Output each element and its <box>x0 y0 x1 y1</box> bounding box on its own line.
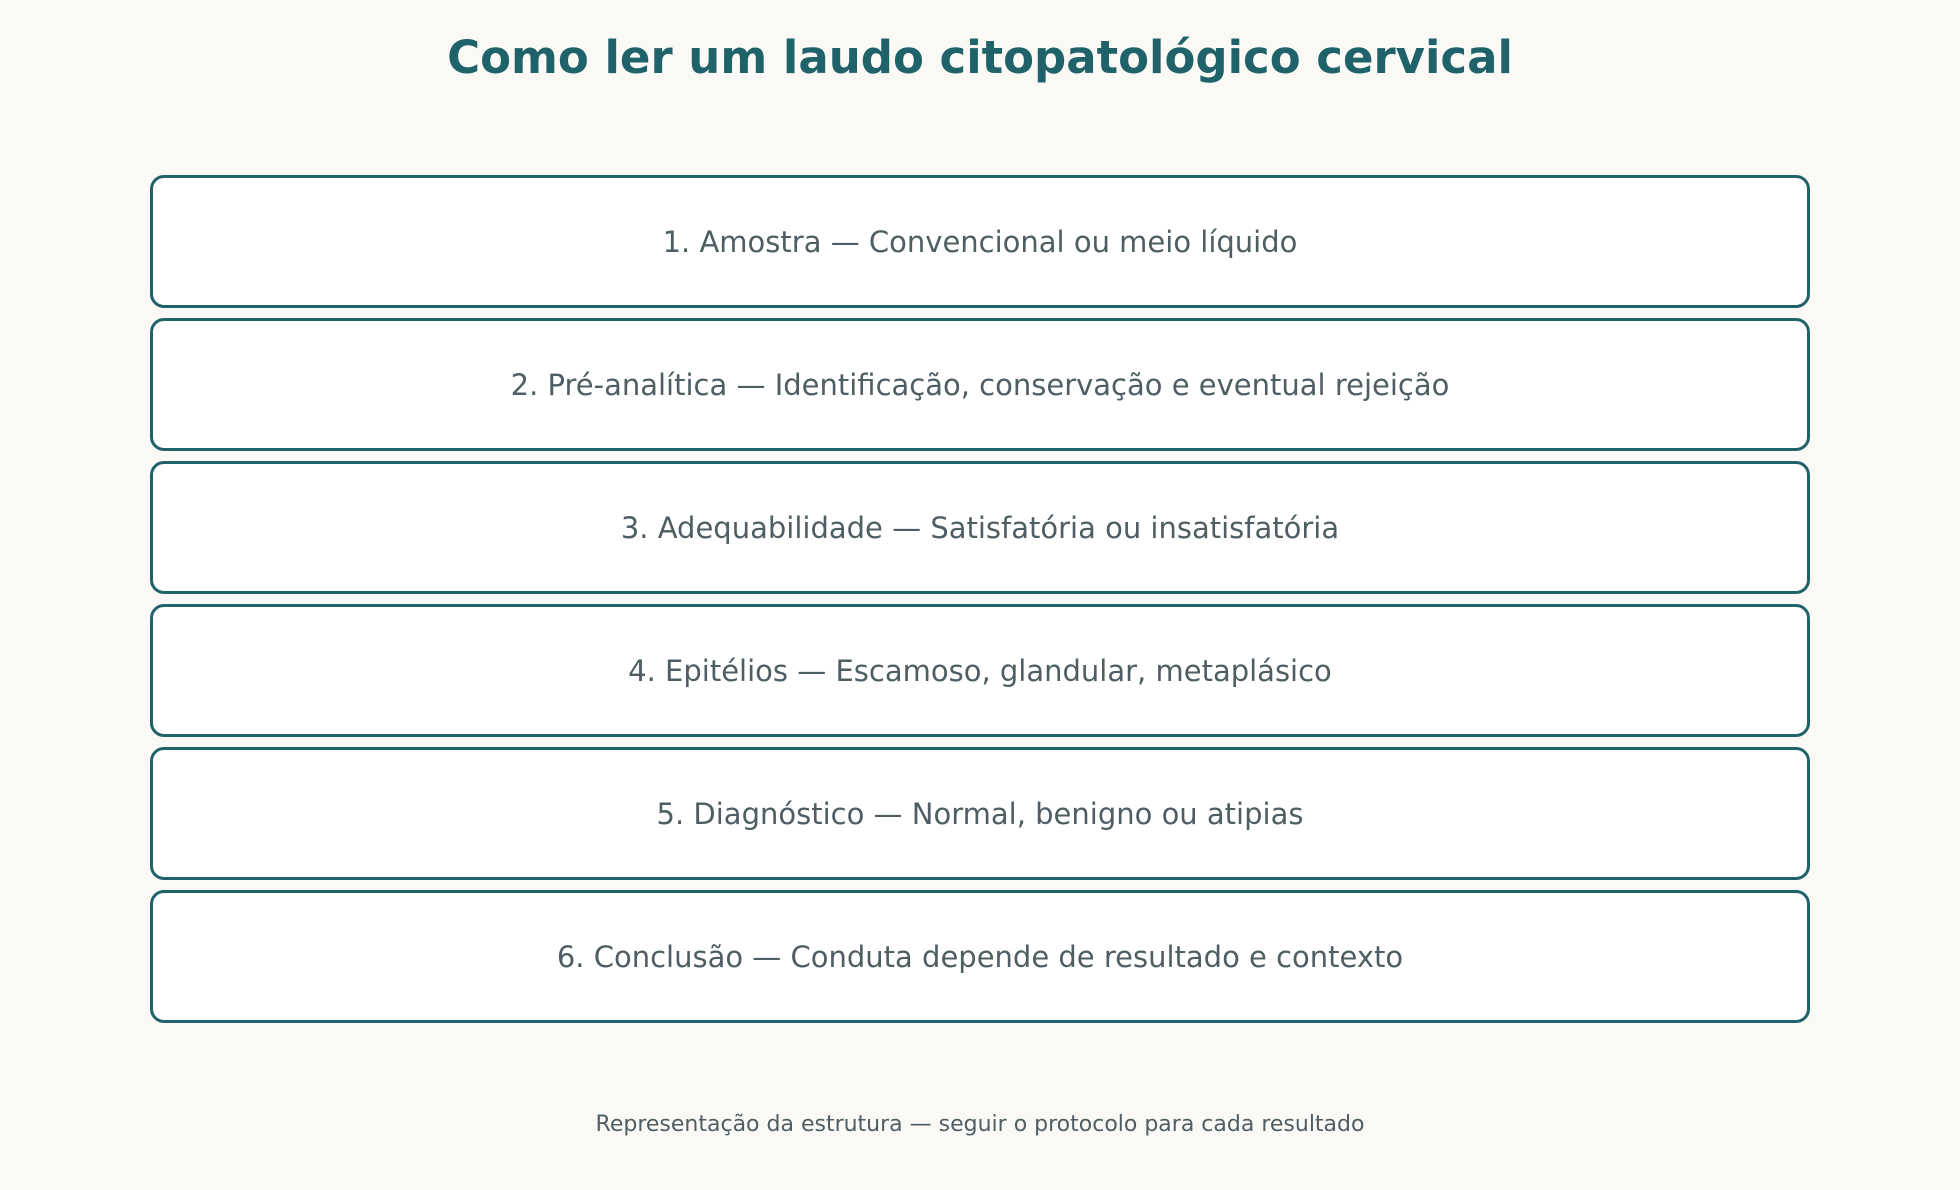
step-label: 1. Amostra — Convencional ou meio líquido <box>662 224 1298 259</box>
step-box-adequabilidade <box>150 461 1810 594</box>
step-label: 6. Conclusão — Conduta depende de resultado e contexto <box>556 939 1404 974</box>
step-label: 4. Epitélios — Escamoso, glandular, metaplásico <box>628 653 1332 688</box>
page-title: Como ler um laudo citopatológico cervical <box>447 31 1513 84</box>
step-label: 5. Diagnóstico — Normal, benigno ou atipias <box>656 796 1304 831</box>
steps-list <box>150 175 1810 1033</box>
step-label: 2. Pré-analítica — Identificação, conservação e eventual rejeição <box>510 367 1450 402</box>
step-box-diagnostico <box>150 747 1810 880</box>
footnote: Representação da estrutura — seguir o protocolo para cada resultado <box>595 1112 1365 1137</box>
step-box-conclusao <box>150 890 1810 1023</box>
step-label: 3. Adequabilidade — Satisfatória ou insatisfatória <box>620 510 1340 545</box>
step-box-pre-analitica <box>150 318 1810 451</box>
step-box-epitelios <box>150 604 1810 737</box>
step-box-amostra <box>150 175 1810 308</box>
